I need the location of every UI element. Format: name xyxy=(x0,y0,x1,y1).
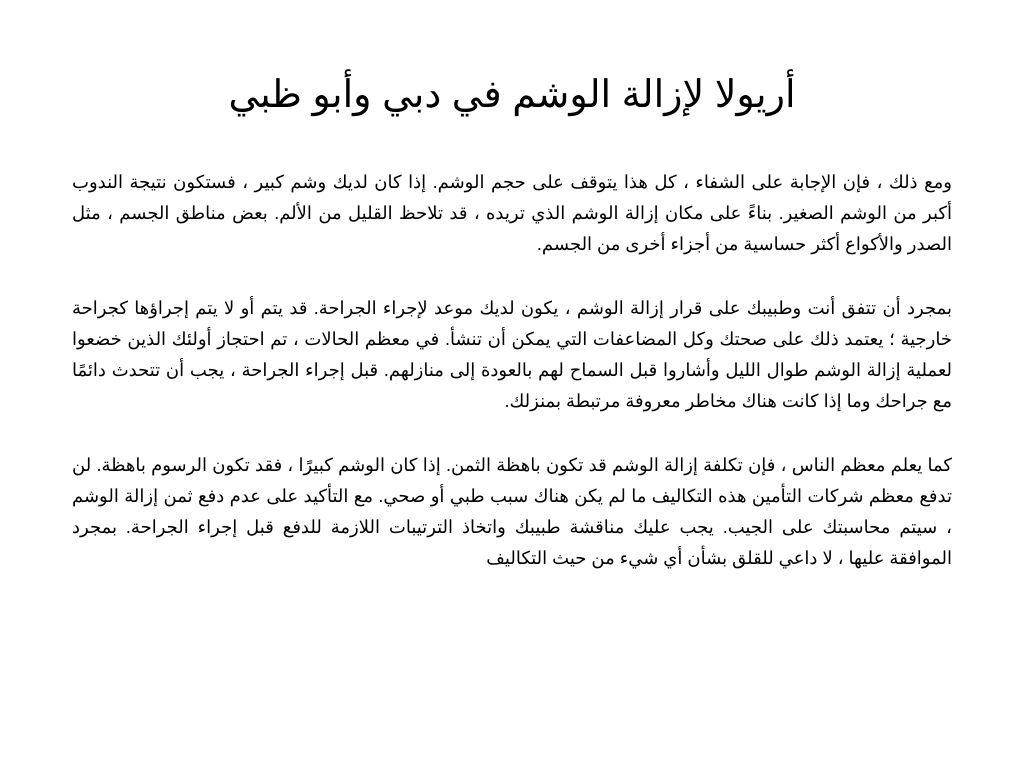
paragraph-cost: كما يعلم معظم الناس ، فإن تكلفة إزالة الوشم قد تكون باهظة الثمن. إذا كان الوشم كبيرًا ، فقد تكون الرسوم باهظة. لن تدفع معظم شركات التأمين هذه التكاليف ما لم يكن هناك سبب طبي أو صحي. مع التأكيد على عدم دفع ثمن إزالة الوشم ، سيتم محاسبتك على الجيب. يجب عليك مناقشة طبيبك واتخاذ الترتيبات اللازمة للدفع قبل إجراء الجراحة. بمجرد الموافقة عليها ، لا داعي للقلق بشأن أي شيء من حيث التكاليف xyxy=(72,455,952,568)
paragraph-healing: ومع ذلك ، فإن الإجابة على الشفاء ، كل هذا يتوقف على حجم الوشم. إذا كان لديك وشم كبير ، فستكون نتيجة الندوب أكبر من الوشم الصغير. بناءً على مكان إزالة الوشم الذي تريده ، قد تلاحظ القليل من الألم. بعض مناطق الجسم ، مثل الصدر والأكواع أكثر حساسية من أجزاء أخرى من الجسم. xyxy=(72,172,952,254)
paragraph-surgery: بمجرد أن تتفق أنت وطبيبك على قرار إزالة الوشم ، يكون لديك موعد لإجراء الجراحة. قد يتم أو لا يتم إجراؤها كجراحة خارجية ؛ يعتمد ذلك على صحتك وكل المضاعفات التي يمكن أن تنشأ. في معظم الحالات ، تم احتجاز أولئك الذين خضعوا لعملية إزالة الوشم طوال الليل وأشاروا قبل السماح لهم بالعودة إلى منازلهم. قبل إجراء الجراحة ، يجب أن تتحدث دائمًا مع جراحك وما إذا كانت هناك مخاطر معروفة مرتبطة بمنزلك. xyxy=(72,298,953,411)
slide-title: أريولا لإزالة الوشم في دبي وأبو ظبي xyxy=(228,74,796,116)
slide-body xyxy=(72,167,952,607)
